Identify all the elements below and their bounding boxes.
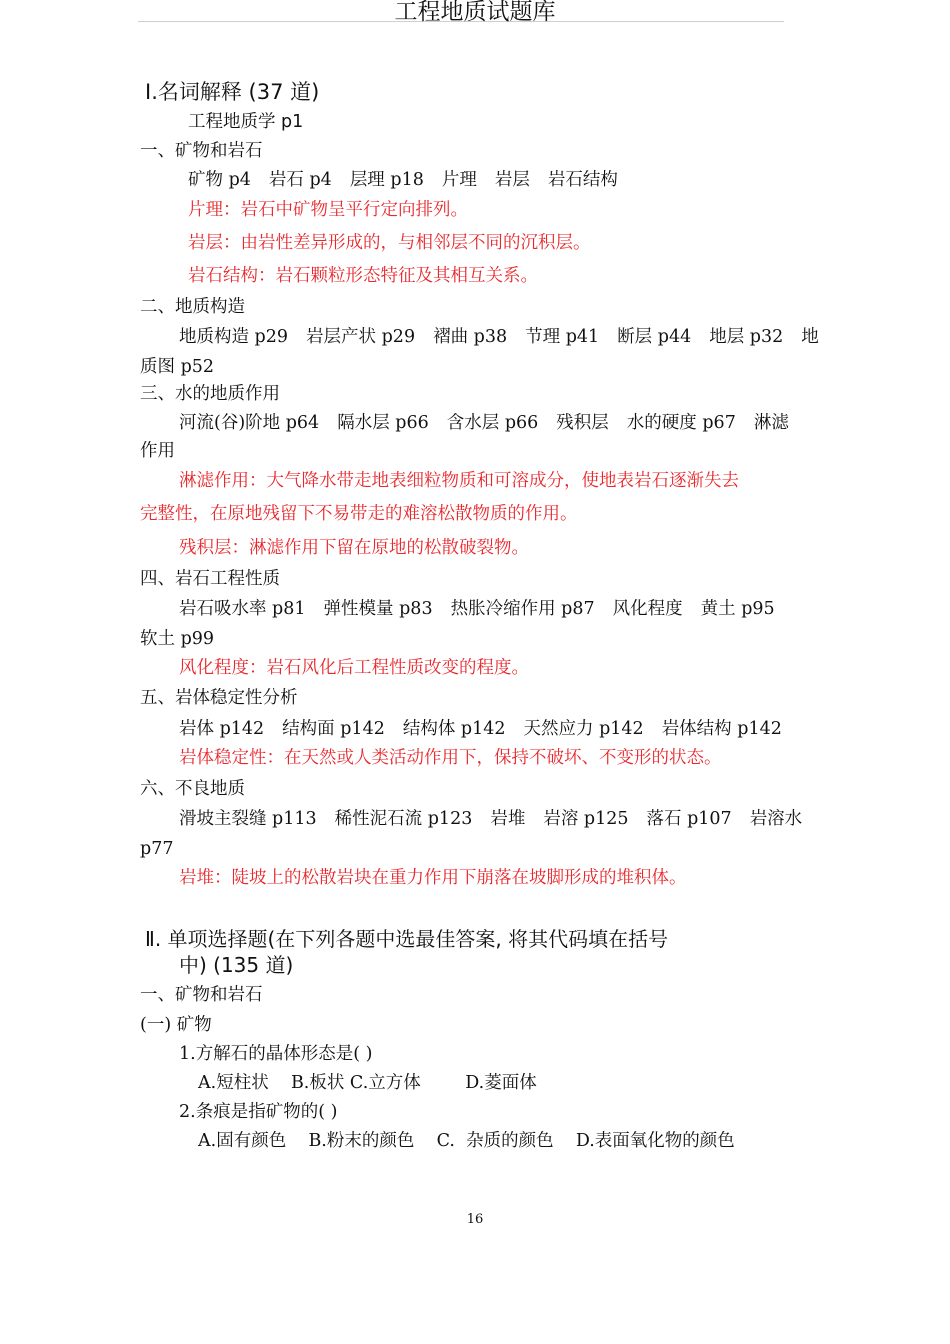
definition: 岩层：由岩性差异形成的，与相邻层不同的沉积层。 [188,233,591,253]
term: 含水层 p66 [446,413,539,433]
term: 层理 p18 [349,170,424,190]
term: 岩溶 p125 [543,809,629,829]
term: 地质构造 p29 [179,327,289,347]
term-list [179,597,775,621]
term-list [179,807,802,831]
part1-subheading: 工程地质学 p1 [188,112,304,132]
term: 结构体 p142 [402,719,506,739]
term: 热胀冷缩作用 p87 [450,599,595,619]
term: 矿物 p4 [188,170,251,190]
subsection-heading: (一) 矿物 [140,1015,212,1035]
term-wrap: 作用 [140,441,175,461]
term: 风化程度 [612,599,683,619]
definition: 岩体稳定性：在天然或人类活动作用下，保持不破坏、不变形的状态。 [179,748,722,768]
term: 黄土 p95 [700,599,775,619]
definition: 残积层：淋滤作用下留在原地的松散破裂物。 [179,538,529,558]
term: 落石 p107 [646,809,732,829]
definition: 岩堆：陡坡上的松散岩块在重力作用下崩落在坡脚形成的堆积体。 [179,868,687,888]
section-heading: 一、矿物和岩石 [140,985,263,1005]
term: 岩溶水 [749,809,803,829]
section-heading: 一、矿物和岩石 [140,141,263,161]
term-list [179,325,819,349]
question-options: A.固有颜色 B.粉末的颜色 C. 杂质的颜色 D.表面氧化物的颜色 [198,1131,735,1151]
question: 2.条痕是指矿物的( ) [179,1102,338,1122]
part2-heading-wrap: 中) (135 道) [179,953,294,977]
page-number: 16 [466,1212,484,1227]
term: 片理 [441,170,477,190]
term: 河流(谷)阶地 p64 [179,413,320,433]
term: 褶曲 p38 [433,327,508,347]
term: 稀性泥石流 p123 [334,809,473,829]
section-heading: 五、岩体稳定性分析 [140,688,298,708]
question: 1.方解石的晶体形态是( ) [179,1044,373,1064]
term: 岩层 [494,170,530,190]
term-list [179,411,789,435]
section-heading: 六、不良地质 [140,779,245,799]
term: 节理 p41 [525,327,600,347]
term: 岩石吸水率 p81 [179,599,306,619]
term-list [188,168,618,192]
term: 天然应力 p142 [523,719,644,739]
term: 岩体 p142 [179,719,265,739]
definition: 风化程度：岩石风化后工程性质改变的程度。 [179,658,529,678]
part2-heading: Ⅱ. 单项选择题(在下列各题中选最佳答案, 将其代码填在括号 [145,927,669,951]
definition: 淋滤作用：大气降水带走地表细粒物质和可溶成分，使地表岩石逐渐失去 [179,471,739,491]
term: 残积层 [556,413,609,433]
term: 结构面 p142 [282,719,385,739]
definition: 完整性，在原地残留下不易带走的难溶松散物质的作用。 [140,504,578,524]
term: 断层 p44 [617,327,692,347]
term: 岩石 p4 [268,170,332,190]
term-wrap: 软土 p99 [140,629,215,649]
term: 滑坡主裂缝 p113 [179,809,317,829]
definition: 片理：岩石中矿物呈平行定向排列。 [188,200,468,220]
term: 地层 p32 [709,327,784,347]
part1-heading: Ⅰ.名词解释 (37 道) [145,80,320,104]
term: 隔水层 p66 [337,413,429,433]
term: 岩体结构 p142 [661,719,782,739]
section-heading: 二、地质构造 [140,297,245,317]
term-list [179,717,782,741]
term: 地 [801,327,819,347]
term-wrap: 质图 p52 [140,357,215,377]
term: 淋滤 [753,413,789,433]
term-wrap: p77 [140,839,174,859]
term: 水的硬度 p67 [626,413,736,433]
term: 岩石结构 [547,170,618,190]
term: 岩堆 [490,809,526,829]
document-title: 工程地质试题库 [394,0,556,25]
section-heading: 四、岩石工程性质 [140,569,280,589]
section-heading: 三、水的地质作用 [140,384,280,404]
question-options: A.短柱状 B.板状 C.立方体 D.菱面体 [198,1073,537,1093]
term: 弹性模量 p83 [323,599,433,619]
term: 岩层产状 p29 [306,327,416,347]
definition: 岩石结构：岩石颗粒形态特征及其相互关系。 [188,266,538,286]
